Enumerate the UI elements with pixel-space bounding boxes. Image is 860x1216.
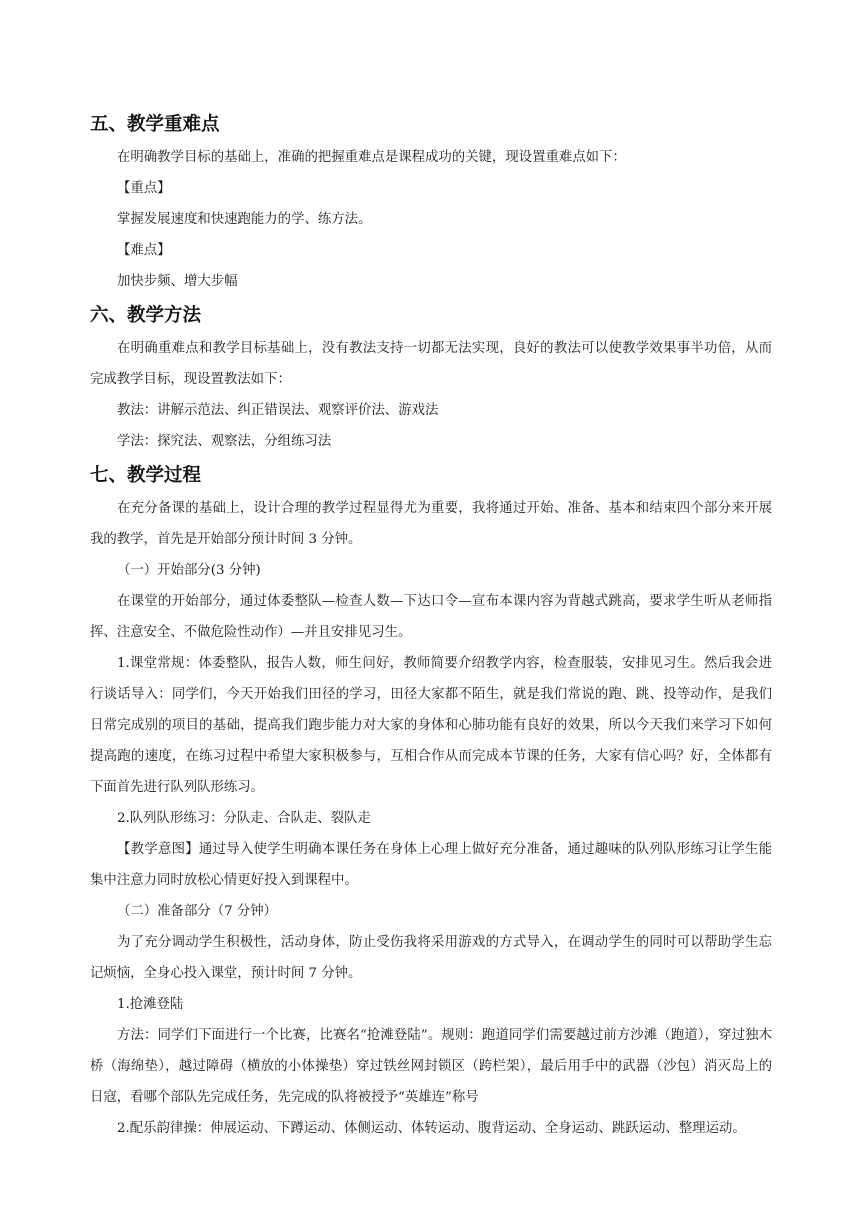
paragraph: 学法：探究法、观察法，分组练习法 <box>117 434 332 449</box>
paragraph: 【重点】 <box>117 181 171 196</box>
paragraph: 在明确教学目标的基础上，准确的把握重难点是课程成功的关键，现设置重难点如下： <box>117 150 626 165</box>
paragraph: 【教学意图】通过导入使学生明确本课任务在身体上心理上做好充分准备，通过趣味的队列队形练习让学生能集中注意力同时放松心情更好投入到课程中。 <box>90 842 772 888</box>
paragraph: 加快步频、增大步幅 <box>117 274 238 289</box>
section-key-difficult-points <box>90 108 772 297</box>
paragraph: 1.抢滩登陆 <box>117 997 184 1012</box>
paragraph: 教法：讲解示范法、纠正错误法、观察评价法、游戏法 <box>117 403 439 418</box>
paragraph: （二）准备部分（7 分钟） <box>117 904 278 919</box>
paragraph: 1.课堂常规：体委整队，报告人数，师生问好，教师简要介绍教学内容，检查服装，安排见习生。然后我会进行谈话导入：同学们，今天开始我们田径的学习，田径大家都不陌生，就是我们常说的跑、跳、投等动作，是我们日常完成别的项目的基础，提高我们跑步能力对大家的身体和心肺功能有良好的效果，所以今天我们来学习下如何提高跑的速度，在练习过程中希望大家积极参与，互相合作从而完成本节课的任务，大家有信心吗？好，全体都有下面首先进行队列队形练习。 <box>90 656 772 795</box>
paragraph: 【难点】 <box>117 243 171 258</box>
section-heading: 七、教学过程 <box>90 465 202 486</box>
section-heading: 六、教学方法 <box>90 305 202 326</box>
paragraph: 2.配乐韵律操：伸展运动、下蹲运动、体侧运动、体转运动、腹背运动、全身运动、跳跃运动、整理运动。 <box>117 1121 746 1136</box>
paragraph: 在明确重难点和教学目标基础上，没有教法支持一切都无法实现，良好的教法可以使教学效果事半功倍，从而完成教学目标，现设置教法如下： <box>90 341 772 387</box>
section-heading: 五、教学重难点 <box>90 114 220 135</box>
paragraph: （一）开始部分(3 分钟) <box>117 563 261 578</box>
section-teaching-methods <box>90 299 772 457</box>
document-page <box>90 108 772 1144</box>
paragraph: 掌握发展速度和快速跑能力的学、练方法。 <box>117 212 372 227</box>
paragraph: 方法：同学们下面进行一个比赛，比赛名“抢滩登陆”。规则：跑道同学们需要越过前方沙滩（跑道），穿过独木桥（海绵垫），越过障碍（横放的小体操垫）穿过铁丝网封锁区（跨栏架），最后用手中的武器（沙包）消灭岛上的日寇，看哪个部队先完成任务，先完成的队将被授予“英雄连”称号 <box>90 1028 772 1105</box>
paragraph: 在充分备课的基础上，设计合理的教学过程显得尤为重要，我将通过开始、准备、基本和结束四个部分来开展我的教学，首先是开始部分预计时间 3 分钟。 <box>90 501 772 547</box>
paragraph: 2.队列队形练习：分队走、合队走、裂队走 <box>117 811 371 826</box>
section-teaching-process <box>90 459 772 1144</box>
paragraph: 为了充分调动学生积极性，活动身体，防止受伤我将采用游戏的方式导入，在调动学生的同时可以帮助学生忘记烦恼，全身心投入课堂，预计时间 7 分钟。 <box>90 935 772 981</box>
paragraph: 在课堂的开始部分，通过体委整队—检查人数—下达口令—宣布本课内容为背越式跳高，要求学生听从老师指挥、注意安全、不做危险性动作）—并且安排见习生。 <box>90 594 772 640</box>
